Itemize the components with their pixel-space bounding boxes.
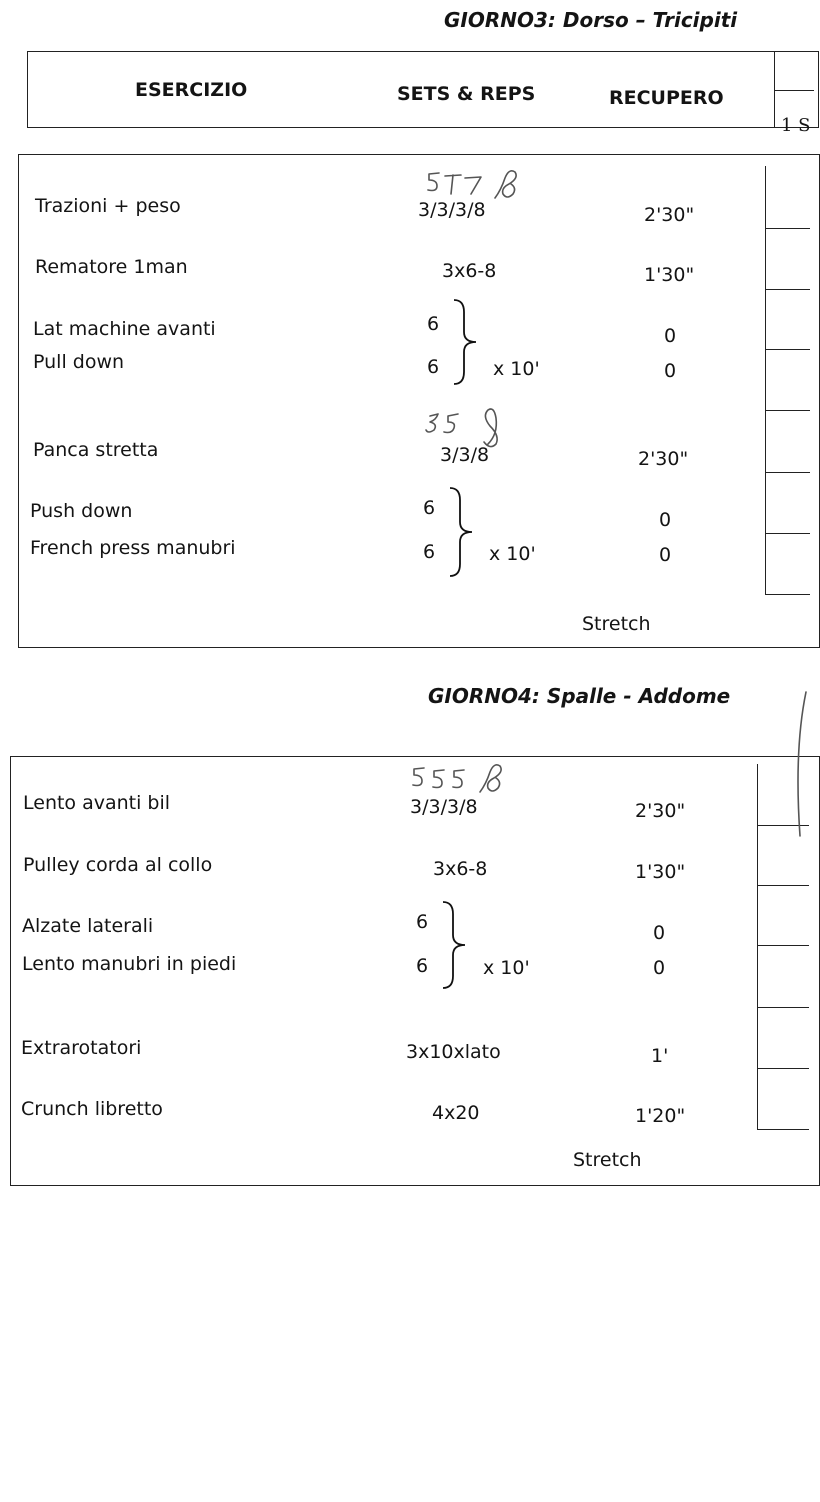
day3-table bbox=[18, 154, 820, 648]
rest-time: 1' bbox=[651, 1045, 669, 1067]
rest-time: 1'20" bbox=[635, 1105, 686, 1127]
sets-reps: 6 bbox=[423, 541, 436, 563]
rest-time: 1'30" bbox=[644, 264, 695, 286]
stretch-footer: Stretch bbox=[573, 1149, 642, 1171]
rest-time: 2'30" bbox=[635, 800, 686, 822]
superset-brace bbox=[448, 486, 488, 578]
row-divider bbox=[757, 945, 809, 946]
row-divider bbox=[765, 533, 810, 534]
exercise-name: Lento avanti bil bbox=[23, 792, 171, 814]
rest-time: 0 bbox=[659, 509, 672, 531]
row-divider bbox=[765, 228, 810, 229]
superset-duration: x 10' bbox=[493, 358, 540, 380]
row-divider bbox=[765, 472, 810, 473]
row-divider bbox=[765, 410, 810, 411]
exercise-name: Push down bbox=[30, 500, 133, 522]
superset-duration: x 10' bbox=[489, 543, 536, 565]
exercise-name: Lat machine avanti bbox=[33, 318, 216, 340]
sets-reps: 6 bbox=[427, 313, 440, 335]
day3-side-bottom bbox=[765, 594, 810, 595]
sets-reps: 6 bbox=[423, 497, 436, 519]
sets-reps: 3x6-8 bbox=[433, 858, 488, 880]
day4-side-column bbox=[757, 764, 758, 1129]
superset-duration: x 10' bbox=[483, 957, 530, 979]
exercise-name: Panca stretta bbox=[33, 439, 159, 461]
header-sets-reps: SETS & REPS bbox=[397, 83, 536, 105]
handwritten-note bbox=[425, 168, 535, 202]
header-exercise: ESERCIZIO bbox=[135, 79, 248, 101]
exercise-name: Rematore 1man bbox=[35, 256, 188, 278]
row-divider bbox=[757, 1068, 809, 1069]
sets-reps: 6 bbox=[416, 911, 429, 933]
superset-brace bbox=[452, 298, 492, 386]
sets-reps: 3x6-8 bbox=[442, 260, 497, 282]
exercise-name: Pull down bbox=[33, 351, 125, 373]
superset-brace bbox=[441, 900, 481, 990]
handwritten-note bbox=[410, 762, 520, 798]
header-extra-label: 1 S bbox=[781, 115, 811, 136]
handwritten-note bbox=[424, 404, 514, 448]
rest-time: 0 bbox=[659, 544, 672, 566]
day3-side-column bbox=[765, 166, 766, 594]
sets-reps: 4x20 bbox=[432, 1102, 480, 1124]
header-recupero: RECUPERO bbox=[609, 87, 724, 109]
exercise-name: French press manubri bbox=[30, 537, 236, 559]
sets-reps: 3x10xlato bbox=[406, 1041, 501, 1063]
rest-time: 1'30" bbox=[635, 861, 686, 883]
exercise-name: Crunch libretto bbox=[21, 1098, 163, 1120]
exercise-name: Alzate laterali bbox=[22, 915, 154, 937]
row-divider bbox=[757, 1007, 809, 1008]
pen-stroke bbox=[790, 690, 810, 840]
row-divider bbox=[757, 885, 809, 886]
rest-time: 0 bbox=[664, 325, 677, 347]
sets-reps: 3/3/3/8 bbox=[410, 796, 478, 818]
sets-reps: 3/3/8 bbox=[440, 444, 490, 466]
sets-reps: 6 bbox=[416, 955, 429, 977]
row-divider bbox=[765, 289, 810, 290]
row-divider bbox=[765, 349, 810, 350]
sets-reps: 6 bbox=[427, 356, 440, 378]
rest-time: 0 bbox=[653, 957, 666, 979]
exercise-name: Lento manubri in piedi bbox=[22, 953, 237, 975]
rest-time: 2'30" bbox=[638, 448, 689, 470]
rest-time: 2'30" bbox=[644, 204, 695, 226]
exercise-name: Pulley corda al collo bbox=[23, 854, 213, 876]
exercise-name: Extrarotatori bbox=[21, 1037, 142, 1059]
stretch-footer: Stretch bbox=[582, 613, 651, 635]
day4-side-bottom bbox=[757, 1129, 809, 1130]
exercise-name: Trazioni + peso bbox=[35, 195, 181, 217]
sets-reps: 3/3/3/8 bbox=[418, 199, 486, 221]
header-divider bbox=[774, 51, 775, 127]
rest-time: 0 bbox=[653, 922, 666, 944]
header-sub-line bbox=[774, 90, 814, 91]
day4-title: GIORNO4: Spalle - Addome bbox=[428, 684, 731, 708]
rest-time: 0 bbox=[664, 360, 677, 382]
day3-title: GIORNO3: Dorso – Tricipiti bbox=[444, 8, 738, 32]
